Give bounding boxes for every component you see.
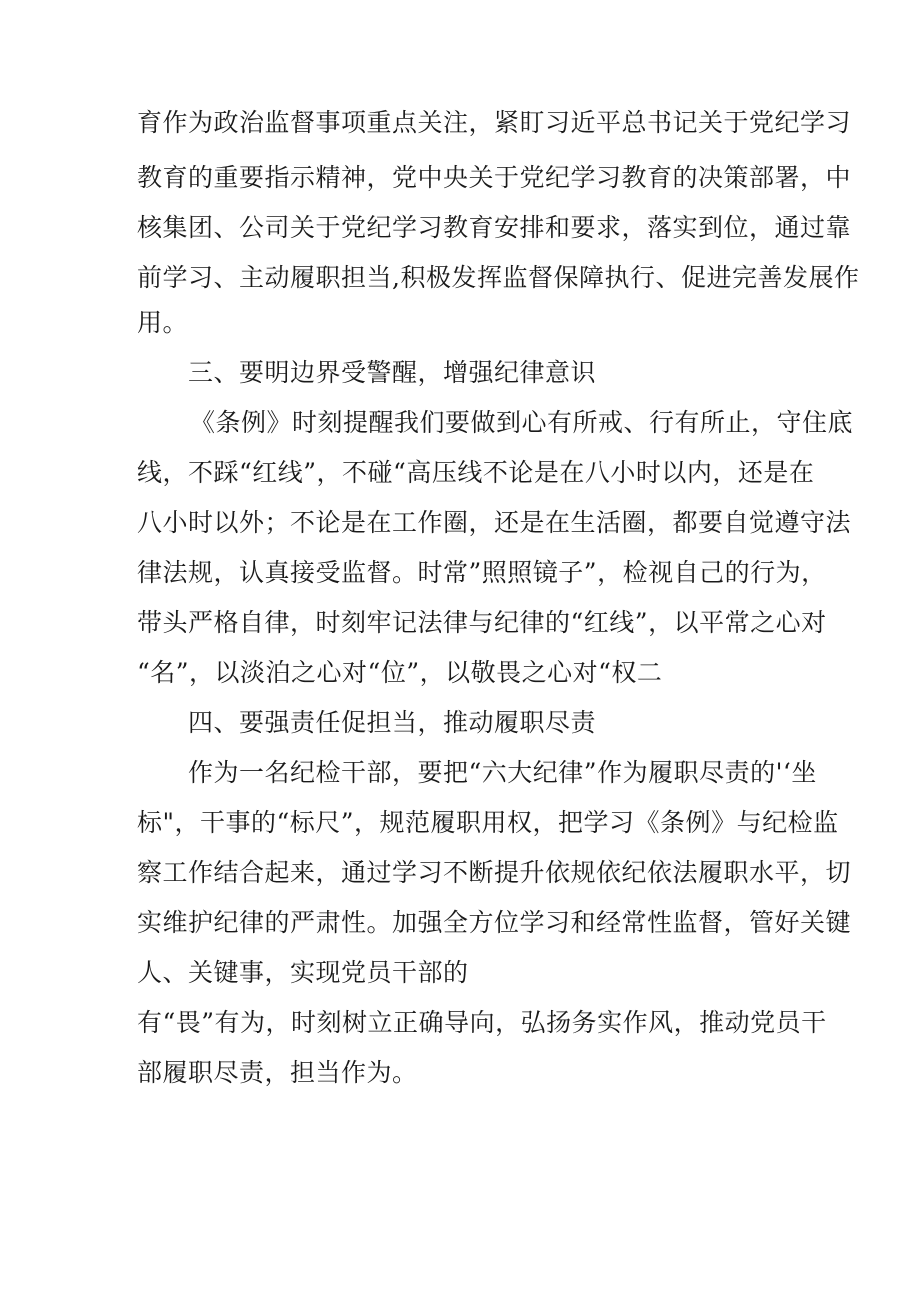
text-line: 部履职尽责，担当作为。 — [137, 1058, 418, 1087]
text-line: 《条例》时刻提醒我们要做到心有所戒、行有所止，守住底 — [190, 408, 854, 437]
section-heading: 四、要强责任促担当，推动履职尽责 — [188, 708, 597, 737]
text-line: 人、关键事，实现党员干部的 — [137, 958, 469, 987]
text-line: 带头严格自律，时刻牢记法律与纪律的“红线”，以平常之心对 — [137, 608, 827, 637]
text-line: 八小时以外；不论是在工作圈，还是在生活圈，都要自觉遵守法 — [137, 508, 852, 537]
text-line: 实维护纪律的严肃性。加强全方位学习和经常性监督，管好关键 — [137, 908, 852, 937]
text-line: 育作为政治监督事项重点关注，紧盯习近平总书记关于党纪学习 — [137, 108, 852, 137]
text-line: 教育的重要指示精神，党中央关于党纪学习教育的决策部署，中 — [137, 163, 852, 192]
section-heading: 三、要明边界受警醒，增强纪律意识 — [188, 358, 597, 387]
text-line: 作为一名纪检干部，要把“六大纪律”作为履职尽责的'‘坐 — [188, 758, 817, 787]
text-line: 核集团、公司关于党纪学习教育安排和要求，落实到位，通过靠 — [137, 213, 852, 242]
text-line: 前学习、主动履职担当,积极发挥监督保障执行、促进完善发展作 — [137, 263, 860, 292]
text-line: “名”，以淡泊之心对“位”，以敬畏之心对“权二 — [137, 658, 663, 687]
text-line: 察工作结合起来，通过学习不断提升依规依纪依法履职水平，切 — [137, 858, 852, 887]
text-line: 有“畏”有为，时刻树立正确导向，弘扬务实作风，推动党员干 — [137, 1008, 827, 1037]
text-line: 标"，干事的“标尺”，规范履职用权，把学习《条例》与纪检监 — [137, 808, 839, 837]
text-line: 律法规，认真接受监督。时常”照照镜子”，检视自己的行为， — [137, 558, 827, 587]
text-line: 用。 — [137, 308, 189, 337]
text-line: 线，不踩“红线”，不碰“高压线不论是在八小时以内，还是在 — [137, 458, 815, 487]
